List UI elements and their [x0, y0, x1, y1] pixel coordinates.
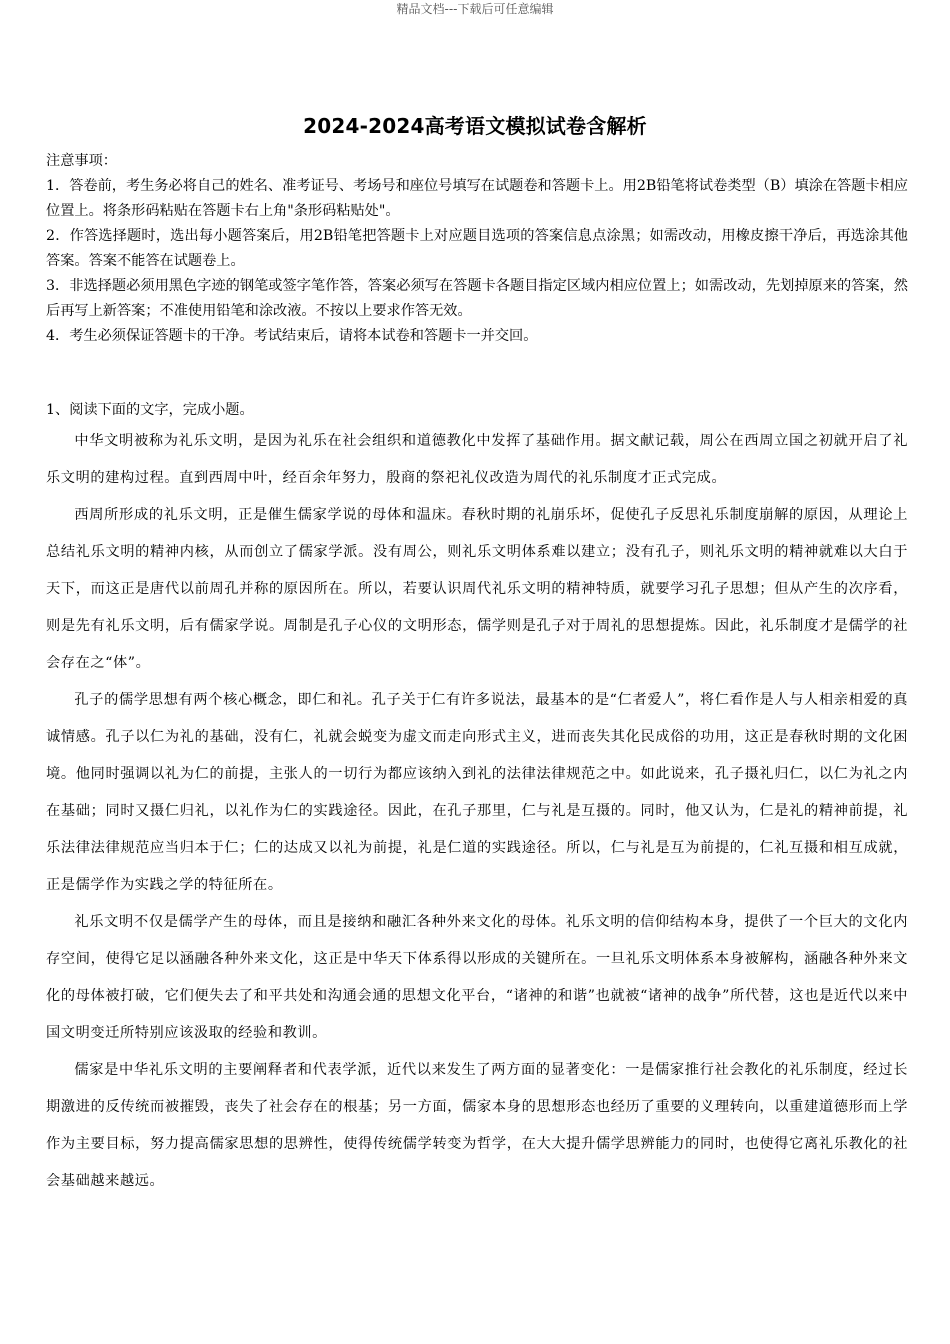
question-1: [46, 398, 908, 1200]
document-title: 2024-2024高考语文模拟试卷含解析: [303, 114, 647, 138]
instruction-item: 4．考生必须保证答题卡的干净。考试结束后，请将本试卷和答题卡一并交回。: [46, 328, 538, 344]
passage-paragraph: 中华文明被称为礼乐文明，是因为礼乐在社会组织和道德教化中发挥了基础作用。据文献记载，周公在西周立国之初就开启了礼乐文明的建构过程。直到西周中叶，经百余年努力，殷商的祭祀礼仪改造为周代的礼乐制度才正式完成。: [46, 433, 908, 486]
passage-paragraph: 西周所形成的礼乐文明，正是催生儒家学说的母体和温床。春秋时期的礼崩乐坏，促使孔子反思礼乐制度崩解的原因，从理论上总结礼乐文明的精神内核，从而创立了儒家学派。没有周公，则礼乐文明体系难以建立；没有孔子，则礼乐文明的精神就难以大白于天下，而这正是唐代以前周孔并称的原因所在。所以，若要认识周代礼乐文明的精神特质，就要学习孔子思想；但从产生的次序看，则是先有礼乐文明，后有儒家学说。周制是孔子心仪的文明形态，儒学则是孔子对于周礼的思想提炼。因此，礼乐制度才是儒学的社会存在之“体”。: [46, 507, 908, 671]
reading-passage: [46, 423, 908, 1200]
exam-instructions: [46, 149, 908, 349]
passage-paragraph: 儒家是中华礼乐文明的主要阐释者和代表学派，近代以来发生了两方面的显著变化：一是儒家推行社会教化的礼乐制度，经过长期激进的反传统而被摧毁，丧失了社会存在的根基；另一方面，儒家本身的思想形态也经历了重要的义理转向，以重建道德形而上学作为主要目标，努力提高儒家思想的思辨性，使得传统儒学转变为哲学，在大大提升儒学思辨能力的同时，也使得它离礼乐教化的社会基础越来越远。: [46, 1062, 908, 1189]
instruction-item: 2．作答选择题时，选出每小题答案后，用2B铅笔把答题卡上对应题目选项的答案信息点涂黑；如需改动，用橡皮擦干净后，再选涂其他答案。答案不能答在试题卷上。: [46, 228, 908, 269]
instructions-heading: 注意事项：: [46, 153, 117, 169]
page-header: 精品文档---下载后可任意编辑: [396, 2, 554, 16]
passage-paragraph: 孔子的儒学思想有两个核心概念，即仁和礼。孔子关于仁有许多说法，最基本的是“仁者爱人”，将仁看作是人与人相亲相爱的真诚情感。孔子以仁为礼的基础，没有仁，礼就会蜕变为虚文而走向形式主义，进而丧失其化民成俗的功用，这正是春秋时期的文化困境。他同时强调以礼为仁的前提，主张人的一切行为都应该纳入到礼的法律法律规范之中。如此说来，孔子摄礼归仁，以仁为礼之内在基础；同时又摄仁归礼，以礼作为仁的实践途径。因此，在孔子那里，仁与礼是互摄的。同时，他又认为，仁是礼的精神前提，礼乐法律法律规范应当归本于仁；仁的达成又以礼为前提，礼是仁道的实践途径。所以，仁与礼是互为前提的，仁礼互摄和相互成就，正是儒学作为实践之学的特征所在。: [46, 692, 908, 893]
question-stem: 1、阅读下面的文字，完成小题。: [46, 402, 254, 418]
passage-paragraph: 礼乐文明不仅是儒学产生的母体，而且是接纳和融汇各种外来文化的母体。礼乐文明的信仰结构本身，提供了一个巨大的文化内存空间，使得它足以涵融各种外来文化，这正是中华天下体系得以形成的关键所在。一旦礼乐文明体系本身被解构，涵融各种外来文化的母体被打破，它们便失去了和平共处和沟通会通的思想文化平台，“诸神的和谐”也就被“诸神的战争”所代替，这也是近代以来中国文明变迁所特别应该汲取的经验和教训。: [46, 914, 908, 1041]
instruction-item: 1．答卷前，考生务必将自己的姓名、准考证号、考场号和座位号填写在试题卷和答题卡上。用2B铅笔将试卷类型（B）填涂在答题卡相应位置上。将条形码粘贴在答题卡右上角"条形码粘贴处"。: [46, 178, 908, 219]
instruction-item: 3．非选择题必须用黑色字迹的钢笔或签字笔作答，答案必须写在答题卡各题目指定区域内相应位置上；如需改动，先划掉原来的答案，然后再写上新答案；不准使用铅笔和涂改液。不按以上要求作答无效。: [46, 278, 908, 319]
